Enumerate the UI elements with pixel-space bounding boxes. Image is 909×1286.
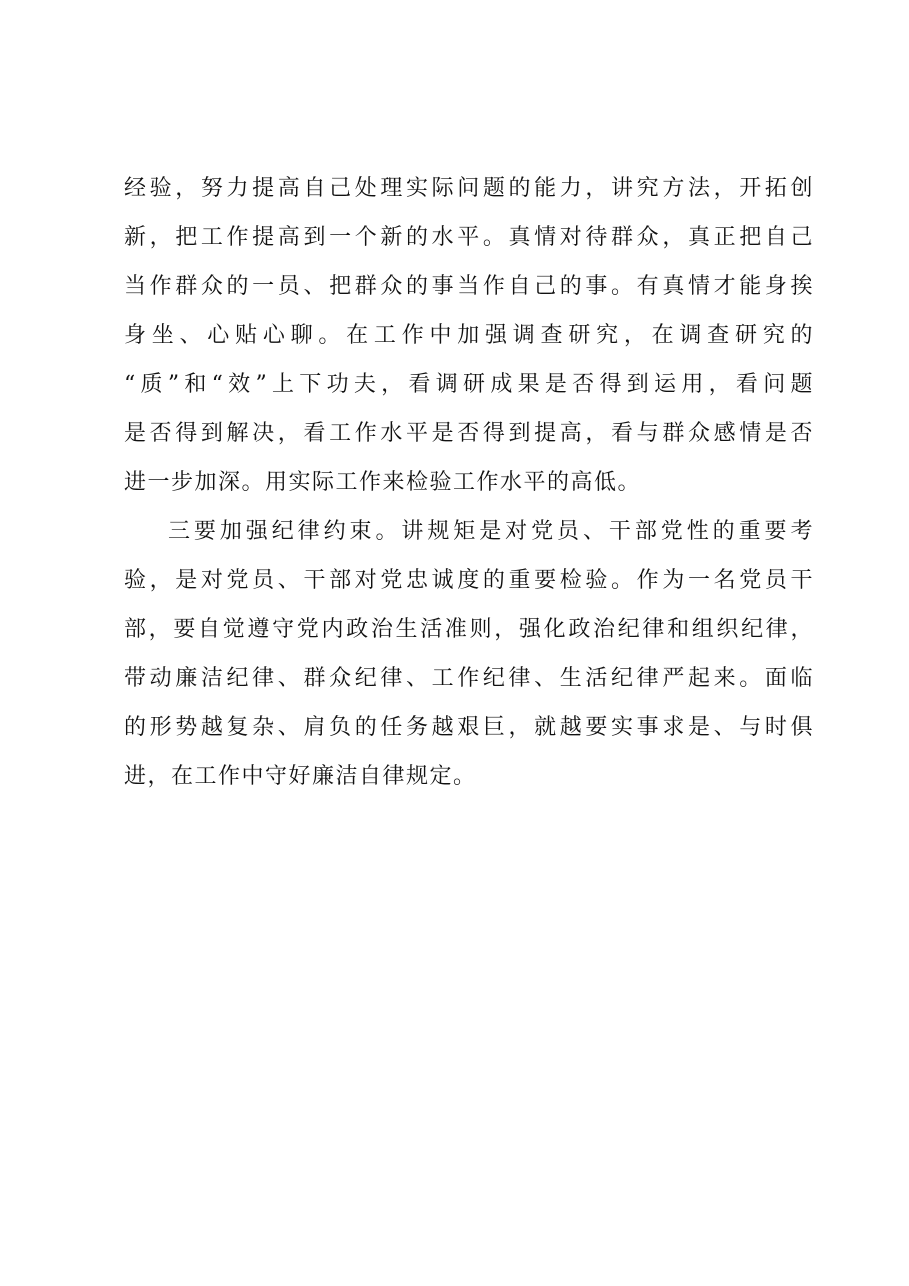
text-line: 带动廉洁纪律、群众纪律、工作纪律、生活纪律严起来。面临 xyxy=(124,666,814,691)
text-line: 是否得到解决，看工作水平是否得到提高，看与群众感情是否 xyxy=(124,421,814,446)
text-line: 进一步加深。用实际工作来检验工作水平的高低。 xyxy=(124,470,642,495)
document-body xyxy=(124,164,814,801)
text-line: 新，把工作提高到一个新的水平。真情对待群众，真正把自己 xyxy=(124,225,814,250)
paragraph-discipline xyxy=(124,507,814,801)
text-line: 身坐、心贴心聊。在工作中加强调查研究，在调查研究的 xyxy=(124,323,814,348)
text-line: 经验，努力提高自己处理实际问题的能力，讲究方法，开拓创 xyxy=(124,176,814,201)
text-line: 部，要自觉遵守党内政治生活准则，强化政治纪律和组织纪律， xyxy=(124,617,814,642)
text-line: 验，是对党员、干部对党忠诚度的重要检验。作为一名党员干 xyxy=(124,568,814,593)
text-line: 当作群众的一员、把群众的事当作自己的事。有真情才能身挨 xyxy=(124,274,814,299)
paragraph-continuation xyxy=(124,164,814,507)
text-line: 的形势越复杂、肩负的任务越艰巨，就越要实事求是、与时俱 xyxy=(124,715,814,740)
text-line: 进，在工作中守好廉洁自律规定。 xyxy=(124,764,477,789)
text-line: “质”和“效”上下功夫，看调研成果是否得到运用，看问题 xyxy=(124,372,814,397)
text-line: 三要加强纪律约束。讲规矩是对党员、干部党性的重要考 xyxy=(168,519,814,544)
